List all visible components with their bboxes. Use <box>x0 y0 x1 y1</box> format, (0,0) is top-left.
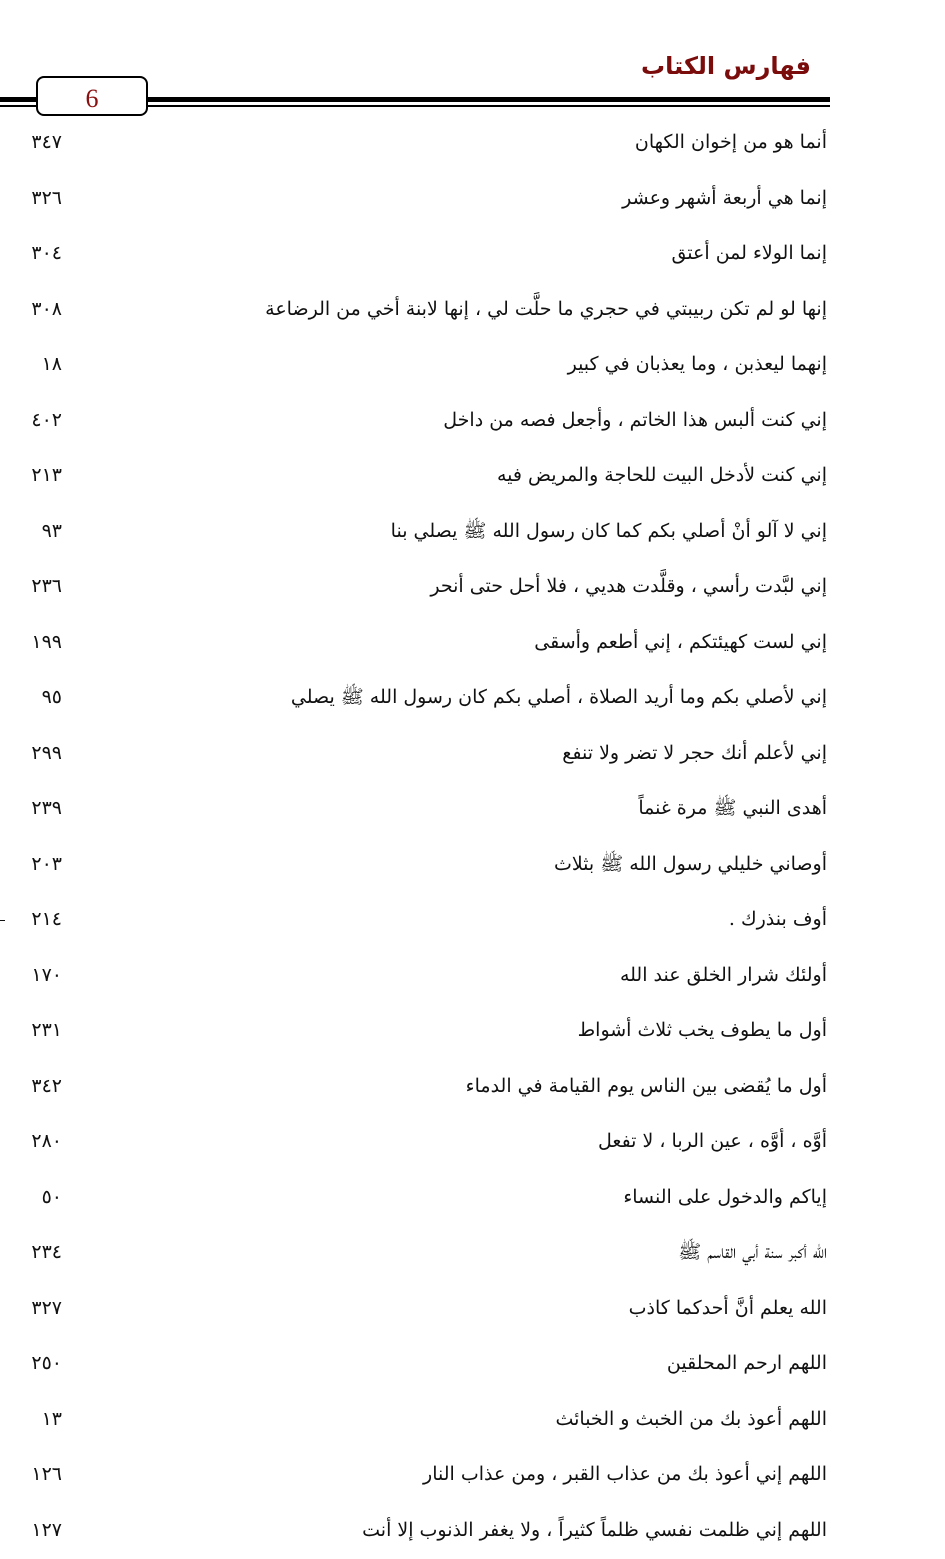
index-entry <box>0 1337 945 1393</box>
index-entry <box>0 505 945 561</box>
index-entry <box>0 949 945 1005</box>
entry-page-number: ٣٢٦ <box>0 182 62 214</box>
entry-page-number: ١٢٦ <box>0 1458 62 1490</box>
index-entry <box>0 394 945 450</box>
entry-text: أوَّه ، أوَّه ، عين الربا ، لا تفعل <box>598 1125 827 1157</box>
entry-text: إني لأصلي بكم وما أريد الصلاة ، أصلي بكم كان رسول الله ﷺ يصلي <box>291 681 827 713</box>
index-entry <box>0 449 945 505</box>
index-list <box>0 116 945 1559</box>
index-entry <box>0 1393 945 1449</box>
entry-page-number: ٣٠٨ <box>0 293 62 325</box>
entry-page-number: ٣٠٤ <box>0 237 62 269</box>
entry-text: اللهم أعوذ بك من الخبث و الخبائث <box>555 1403 827 1435</box>
index-entry <box>0 1226 945 1282</box>
entry-page-number: ١٧٠ <box>0 959 62 991</box>
entry-page-number: ٢١٣ <box>0 459 62 491</box>
entry-text: اللهم إني أعوذ بك من عذاب القبر ، ومن عذاب النار <box>423 1458 827 1490</box>
index-entry <box>0 671 945 727</box>
entry-text: أنما هو من إخوان الكهان <box>635 126 827 158</box>
entry-text: أوف بنذرك . <box>729 903 827 935</box>
entry-page-number: ٢٥٠ <box>0 1347 62 1379</box>
entry-page-number: ٣٤٧ <box>0 126 62 158</box>
entry-text: أوصاني خليلي رسول الله ﷺ بثلاث <box>554 848 827 880</box>
index-entry <box>0 838 945 894</box>
index-entry <box>0 782 945 838</box>
entry-page-number: ١٩٩ <box>0 626 62 658</box>
index-entry <box>0 1115 945 1171</box>
entry-page-number: ١٨ <box>0 348 62 380</box>
entry-text: إني لأعلم أنك حجر لا تضر ولا تنفع <box>562 737 827 769</box>
index-entry <box>0 116 945 172</box>
entry-page-number: ٩٥ <box>0 681 62 713</box>
index-entry <box>0 893 945 949</box>
entry-text: أول ما يطوف يخب ثلاث أشواط <box>578 1014 827 1046</box>
entry-text: أول ما يُقضى بين الناس يوم القيامة في الدماء <box>466 1070 827 1102</box>
entry-page-number: ٢٣٤ <box>0 1236 62 1268</box>
page-number-box <box>36 76 148 116</box>
index-entry <box>0 616 945 672</box>
index-entry <box>0 560 945 616</box>
entry-page-number: ٩٣ <box>0 515 62 547</box>
entry-page-number: ٣٢٧ <box>0 1292 62 1324</box>
entry-text: إني لبَّدت رأسي ، وقلَّدت هديي ، فلا أحل حتى أنحر <box>430 570 827 602</box>
entry-text: إنهما ليعذبن ، وما يعذبان في كبير <box>568 348 827 380</box>
entry-page-number: ٢٠٣ <box>0 848 62 880</box>
index-entry <box>0 1504 945 1559</box>
index-entry <box>0 1060 945 1116</box>
entry-page-number: ٣٤٢ <box>0 1070 62 1102</box>
entry-text: الله أكبر سنة أبي القاسم ﷺ <box>678 1236 827 1268</box>
entry-page-number: ٢٣٩ <box>0 792 62 824</box>
entry-text: أولئك شرار الخلق عند الله <box>620 959 827 991</box>
entry-text: الله يعلم أنَّ أحدكما كاذب <box>629 1292 827 1324</box>
index-entry <box>0 172 945 228</box>
entry-text: اللهم إني ظلمت نفسي ظلماً كثيراً ، ولا يغفر الذنوب إلا أنت <box>362 1514 827 1546</box>
index-entry <box>0 1282 945 1338</box>
index-entry <box>0 1448 945 1504</box>
entry-text: إنما الولاء لمن أعتق <box>671 237 827 269</box>
index-entry <box>0 227 945 283</box>
entry-page-number: ١٣ <box>0 1403 62 1435</box>
entry-page-number: ٢٣١ <box>0 1014 62 1046</box>
index-entry <box>0 727 945 783</box>
page-number: 6 <box>86 84 99 113</box>
entry-text: إني كنت ألبس هذا الخاتم ، وأجعل فصه من داخل <box>443 404 827 436</box>
entry-text: إياكم والدخول على النساء <box>623 1181 827 1213</box>
entry-text: إني لست كهيئتكم ، إني أطعم وأسقى <box>534 626 827 658</box>
entry-text: إنما هي أربعة أشهر وعشر <box>622 182 827 214</box>
entry-text: إنها لو لم تكن ربيبتي في حجري ما حلَّت لي ، إنها لابنة أخي من الرضاعة <box>265 293 827 325</box>
entry-page-number: ٥٠ <box>0 1181 62 1213</box>
index-entry <box>0 283 945 339</box>
entry-text: إني لا آلو أنْ أصلي بكم كما كان رسول الله ﷺ يصلي بنا <box>391 515 827 547</box>
entry-text: أهدى النبي ﷺ مرة غنماً <box>638 792 827 824</box>
index-entry <box>0 338 945 394</box>
entry-page-number: ٤٠٢ <box>0 404 62 436</box>
entry-text: اللهم ارحم المحلقين <box>667 1347 827 1379</box>
index-entry <box>0 1171 945 1227</box>
index-entry <box>0 1004 945 1060</box>
entry-page-number: ١٢٧ <box>0 1514 62 1546</box>
entry-page-number: ٢٣٦ <box>0 570 62 602</box>
entry-page-number: ٢٨٠ <box>0 1125 62 1157</box>
entry-text: إني كنت لأدخل البيت للحاجة والمريض فيه <box>497 459 827 491</box>
page-title: فهارس الكتاب <box>641 52 811 80</box>
entry-page-number: ٢٩٩ <box>0 737 62 769</box>
entry-page-number: ٢١٤ <box>0 903 62 935</box>
